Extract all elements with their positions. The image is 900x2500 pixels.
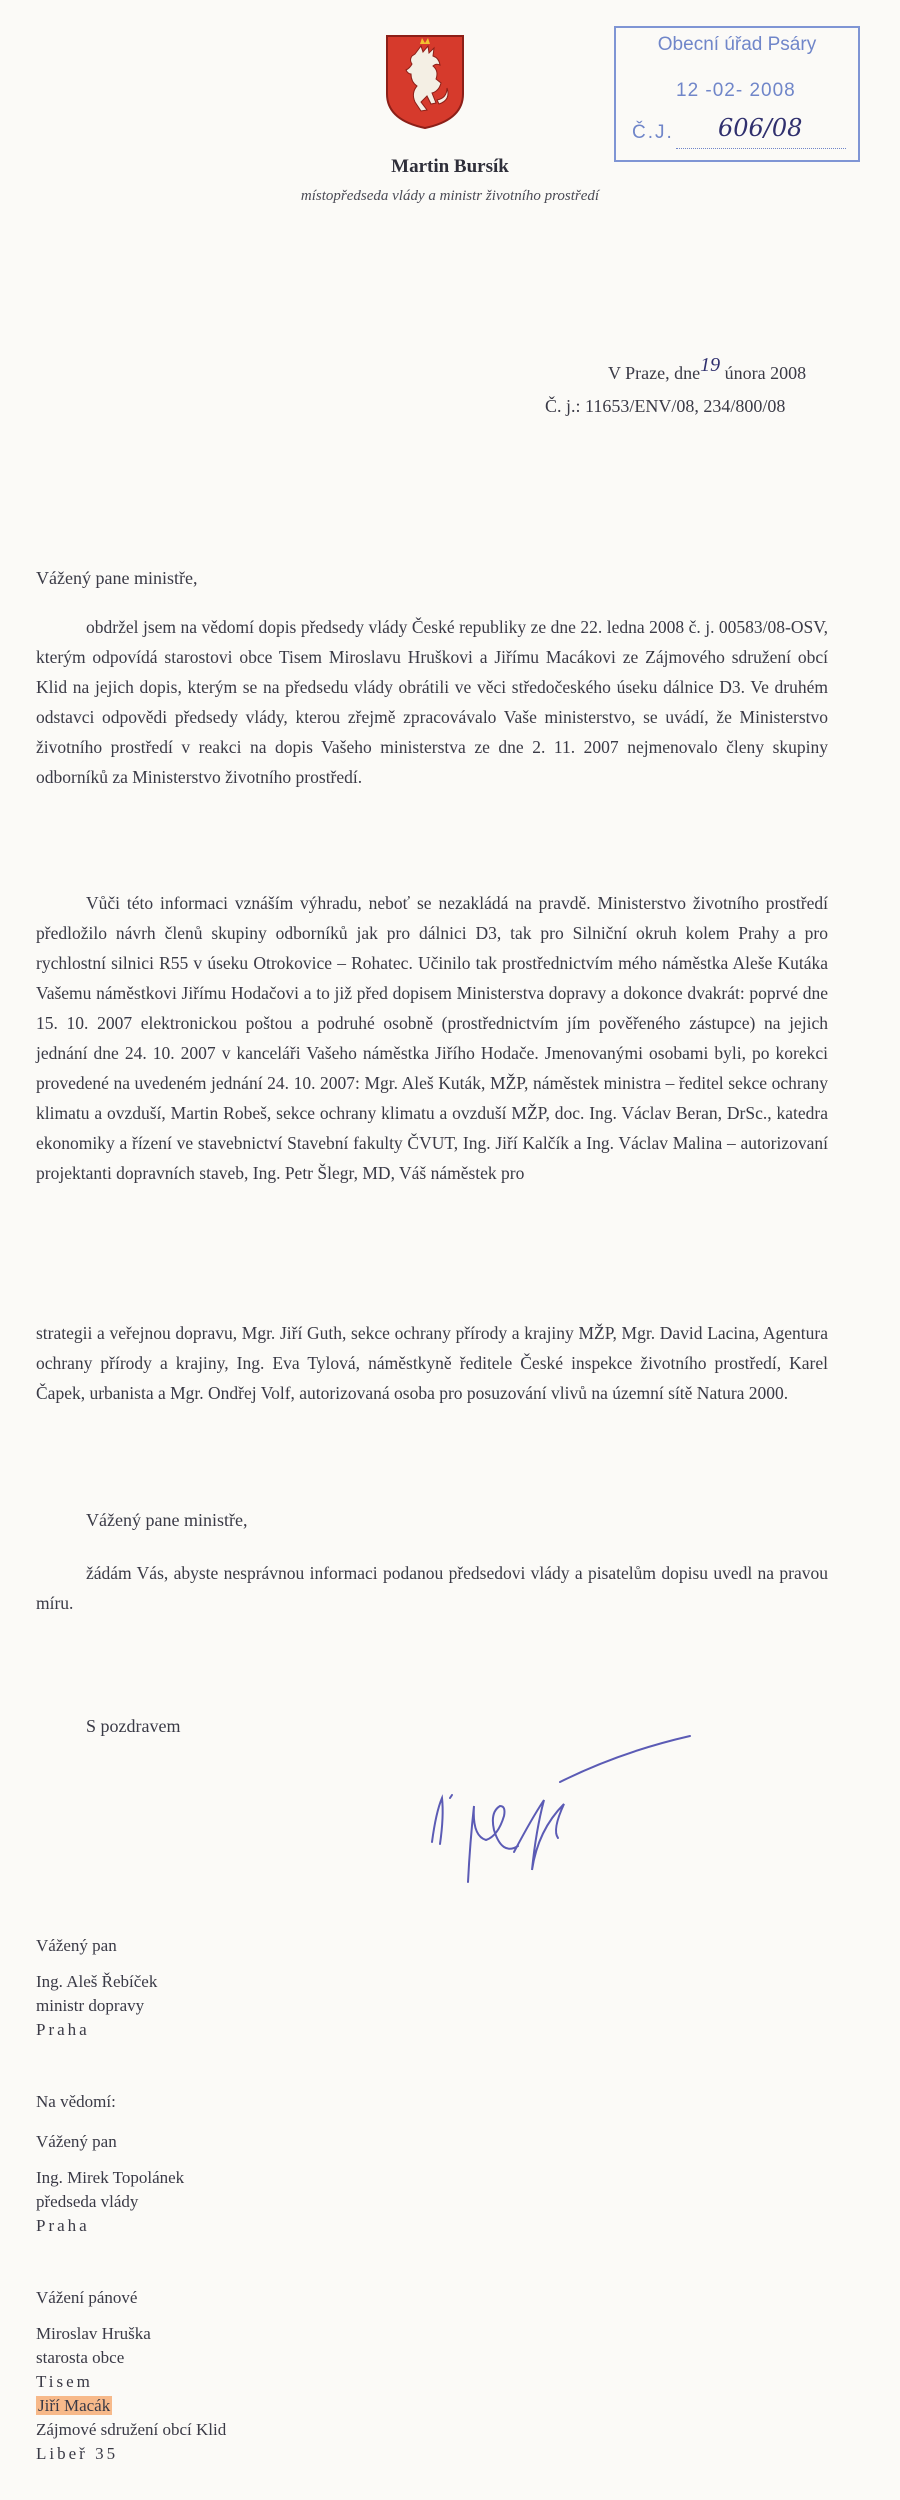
cc1-name: Ing. Mirek Topolánek — [36, 2168, 185, 2187]
salutation: Vážený pane ministře, — [36, 568, 198, 588]
cc-recipient-2 — [36, 2286, 226, 2466]
cc1-role: předseda vlády — [36, 2192, 139, 2211]
cc2-name-1: Miroslav Hruška — [36, 2324, 151, 2343]
recipient-role: ministr dopravy — [36, 1996, 145, 2015]
reference-number: Č. j.: 11653/ENV/08, 234/800/08 — [545, 396, 786, 416]
registry-stamp — [614, 26, 860, 162]
cc1-salutation: Vážený pan — [36, 2132, 117, 2151]
cc2-name-2-highlighted: Jiří Macák — [38, 2396, 111, 2415]
cc2-city-2: Libeř 35 — [36, 2444, 119, 2463]
date-day-handwritten: 19 — [700, 354, 721, 376]
cc2-city-1: Tisem — [36, 2372, 93, 2391]
salutation-2: Vážený pane ministře, — [86, 1510, 248, 1530]
stamp-dotted-line — [676, 148, 846, 149]
stamp-title: Obecní úřad Psáry — [657, 34, 817, 55]
stamp-cj-label: Č.J. — [632, 122, 674, 143]
recipient-name: Ing. Aleš Řebíček — [36, 1972, 158, 1991]
handwritten-signature — [410, 1732, 700, 1892]
recipient-city: Praha — [36, 2020, 90, 2039]
stamp-cj-number: 606/08 — [718, 114, 803, 142]
paragraph-2: Vůči této informaci vznáším výhradu, neboť se nezakládá na pravdě. Ministerstvo životního prostředí předložilo návrh členů skupiny odborníků jak pro dálnici D3, tak pro Silniční okruh kolem Prahy a pro rychlostní silnici R55 v úseku Otrokovice – Rohatec. Učinilo tak prostřednictvím mého náměstka Aleše Kutáka Vašemu náměstkovi Jiřímu Hodačovi a to již před dopisem Ministerstva dopravy a dokonce dvakrát: poprvé dne 15. 10. 2007 elektronickou poštou a podruhé osobně (prostřednictvím jím pověřeného zástupce) na jejich jednání dne 24. 10. 2007 v kanceláři Vašeho náměstka Jiřího Hodače. Jmenovanými osobami byli, po korekci provedené na uvedeném jednání 24. 10. 2007: Mgr. Aleš Kuták, MŽP, náměstek ministra – ředitel sekce ochrany klimatu a ovzduší, Martin Robeš, sekce ochrany klimatu a ovzduší MŽP, doc. Ing. Václav Beran, DrSc., katedra ekonomiky a řízení ve stavebnictví Stavební fakulty ČVUT, Ing. Jiří Kalčík a Ing. Václav Malina – autorizovaní projektanti dopravních staveb, Ing. Petr Šlegr, MD, Váš náměstek pro — [36, 893, 828, 1183]
cc1-city: Praha — [36, 2216, 90, 2235]
cc-recipient-1 — [36, 2130, 184, 2238]
closing: S pozdravem — [86, 1716, 181, 1736]
date-prefix: V Praze, dne — [608, 363, 701, 383]
recipient-main — [36, 1934, 157, 2042]
paragraph-1: obdržel jsem na vědomí dopis předsedy vlády České republiky ze dne 22. ledna 2008 č. j. 00583/08-OSV, kterým odpovídá starostovi obce Tisem Miroslavu Hruškovi a Jiřímu Macákovi ze Zájmového sdružení obcí Klid na jejich dopis, kterým se na předsedu vlády obrátili ve věci středočeského úseku dálnice D3. Ve druhém odstavci odpovědi předsedy vlády, kterou zřejmě zpracovávalo Vaše ministerstvo, se uvádí, že Ministerstvo životního prostředí v reakci na dopis Vašeho ministerstva ze dne 2. 11. 2007 nejmenovalo členy skupiny odborníků za Ministerstvo životního prostředí. — [36, 617, 828, 787]
cc2-salutation: Vážení pánové — [36, 2288, 138, 2307]
paragraph-4: žádám Vás, abyste nesprávnou informaci podanou předsedovi vlády a pisatelům dopisu uvedl na pravou míru. — [36, 1563, 828, 1613]
stamp-date: 12 -02- 2008 — [676, 80, 796, 101]
czech-lion-emblem — [385, 34, 465, 130]
author-name: Martin Bursík — [391, 156, 509, 177]
author-title: místopředseda vlády a ministr životního prostředí — [300, 188, 600, 204]
date-suffix: února 2008 — [724, 363, 807, 383]
cc-label: Na vědomí: — [36, 2092, 116, 2111]
cc2-org-2: Zájmové sdružení obcí Klid — [36, 2420, 227, 2439]
cc2-role-1: starosta obce — [36, 2348, 125, 2367]
recipient-salutation: Vážený pan — [36, 1936, 117, 1955]
letter-date — [608, 354, 807, 385]
paragraph-3: strategii a veřejnou dopravu, Mgr. Jiří Guth, sekce ochrany přírody a krajiny MŽP, Mgr. David Lacina, Agentura ochrany přírody a krajiny, Ing. Eva Tylová, náměstkyně ředitele České inspekce životního prostředí, Karel Čapek, urbanista a Mgr. Ondřej Volf, autorizovaná osoba pro posuzování vlivů na územní sítě Natura 2000. — [36, 1323, 828, 1403]
